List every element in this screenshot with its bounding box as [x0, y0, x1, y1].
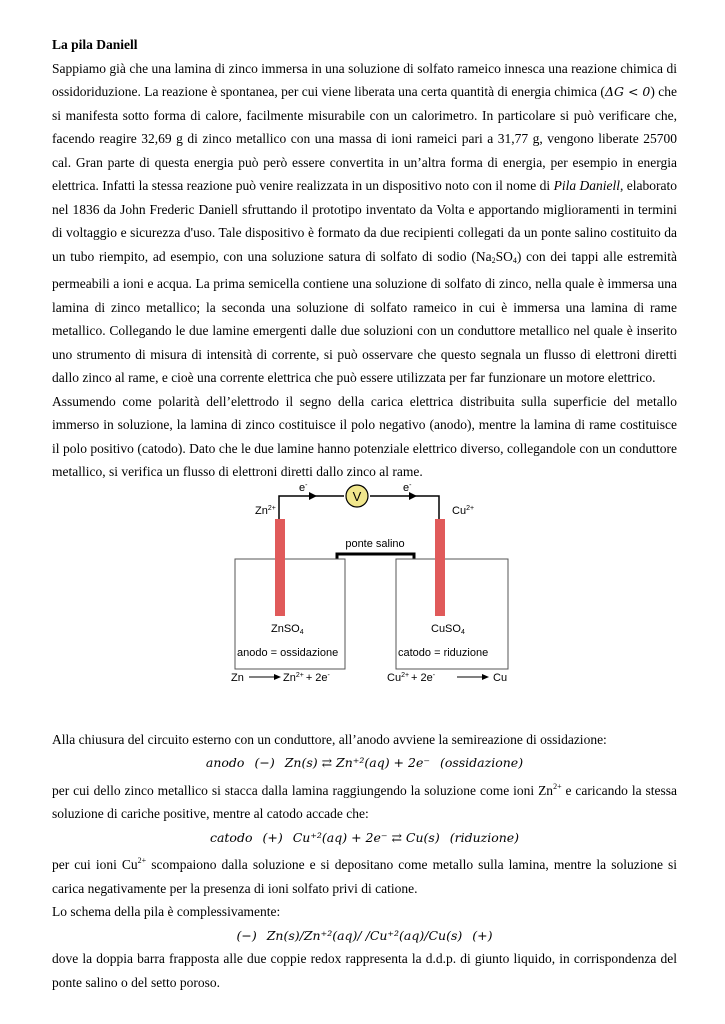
document-title: La pila Daniell	[52, 37, 138, 52]
copper-electrode	[435, 519, 445, 616]
zn-ion-label	[255, 505, 276, 517]
cuso4-label	[431, 623, 465, 636]
anode-product-sup: 2+	[295, 671, 304, 679]
para1-text-b: ) che si manifesta sotto forma di calore, facilmente misurabile con un calorimetro. In particolare si può verificare che, facendo reagire 32,69 g di zinco metallico con una massa di ioni rameici pari a 31,77 g, vengono liberate 25700 cal. Gran parte di questa energia può però essere convertita in un’altra forma di energia, per esempio in energia elettrica. Infatti la stessa reazione può venire realizzata in un dispositivo noto con il nome di	[52, 84, 677, 193]
paragraph-anode-intro: Alla chiusura del circuito esterno con un conduttore, all’anodo avviene la semireazione di ossidazione:	[52, 731, 607, 747]
so-subscript: 4	[512, 255, 517, 265]
cathode-eq-reaction: Cu⁺²(aq) + 2e⁻ ⇄ Cu(s)	[292, 829, 440, 845]
scheme-right-sign: (+)	[472, 927, 493, 943]
na-subscript: 2	[491, 255, 496, 265]
anode-e-sup: -	[327, 671, 330, 679]
anode-arrow-head	[274, 674, 281, 680]
cathode-eq-note: (riduzione)	[449, 829, 520, 845]
cuso4-sub: 4	[460, 628, 465, 636]
anode-eq-note: (ossidazione)	[439, 755, 524, 770]
cathode-reactant-text: Cu	[387, 671, 402, 684]
paragraph-conclusion: dove la doppia barra frapposta alle due coppie redox rappresenta la d.d.p. di giunto liquido, in corrispondenza del ponte salino o del setto poroso.	[52, 951, 677, 990]
anode-products	[283, 672, 331, 684]
para4-text-b: e caricando la stessa soluzione di cariche positive, mentre al catodo accade che:	[52, 782, 677, 821]
para5-text-a: per cui ioni Cu	[52, 857, 138, 872]
znso4-sub: 4	[299, 628, 304, 636]
document-page	[52, 33, 677, 994]
anode-equation	[52, 751, 677, 775]
zn-ion-sup: 2+	[267, 504, 276, 512]
para4-text-a: per cui dello zinco metallico si stacca dalla lamina raggiungendo la soluzione come ioni Zn	[52, 782, 554, 798]
circuit-wire-right	[370, 496, 439, 519]
delta-g-math: ΔG < 0	[604, 84, 651, 99]
cu-ion-label	[452, 505, 474, 517]
paragraph-scheme-intro: Lo schema della pila è complessivamente:	[52, 904, 281, 919]
znso4-label	[271, 623, 304, 636]
cu-ion-superscript: 2+	[137, 856, 147, 865]
cathode-arrow-head	[482, 674, 489, 680]
para1-text-c: , elaborato nel 1836 da John Frederic Daniell sfruttando il prototipo inventato da Volta e apportando miglioramenti in termini di voltaggio e sicurezza d'uso. Tale dispositivo è formato da due recipienti collegati da un ponte salino costituito da un tubo riempito, ad esempio, con una soluzione satura di solfato di sodio (Na	[52, 178, 677, 264]
cathode-eq-sign: (+)	[262, 829, 283, 845]
electron-label-left-sup: -	[305, 483, 308, 489]
znso4-text: ZnSO	[271, 622, 300, 635]
electron-flow-arrow-left	[309, 492, 317, 500]
salt-bridge-label: ponte salino	[345, 537, 405, 550]
cu-ion-text: Cu	[452, 504, 467, 517]
cathode-label: catodo = riduzione	[398, 646, 489, 659]
para1-text-e: ) con dei tappi alle estremità permeabili a ioni e acqua. La prima semicella contiene una soluzione di solfato di zinco, nella quale è immersa una lamina di zinco metallico; la seconda una soluzione di solfato rameico in cui è immersa una lamina di rame metallico. Collegando le due lamine emergenti dalle due soluzioni con un conduttore metallico nel quale è inserito uno strumento di misura di intensità di corrente, si può osservare che questo segnala un flusso di elettroni diretti dallo zinco al rame, e cioè una corrente elettrica che può essere utilizzata per far funzionare un motore elettrico.	[52, 248, 677, 385]
para5-text-b: scompaiono dalla soluzione e si depositano come metallo sulla lamina, mentre la soluzione si carica negativamente per la presenza di ioni solfato privi di catione.	[52, 857, 677, 896]
zn-ion-superscript: 2+	[553, 781, 562, 791]
paragraph-copper-ions	[52, 849, 677, 900]
cathode-plus-text: + 2e	[411, 671, 433, 684]
paragraph-intro	[52, 57, 677, 390]
anode-eq-reaction: Zn(s) ⇄ Zn⁺²(aq) + 2e⁻	[284, 755, 430, 770]
electron-label-right-text: e	[403, 483, 410, 494]
anode-product-text: Zn	[283, 671, 296, 684]
scheme-notation: Zn(s)/Zn⁺²(aq)/ /Cu⁺²(aq)/Cu(s)	[266, 927, 463, 943]
anode-reactant: Zn	[231, 671, 244, 684]
daniell-cell-diagram	[227, 484, 512, 728]
para1-text-a: Sappiamo già che una lamina di zinco immersa in una soluzione di solfato rameico innesca una reazione chimica di ossidoriduzione. La reazione è spontanea, per cui viene liberata una certa quantità di energia chimica (	[52, 60, 677, 99]
anode-eq-label: anodo	[205, 755, 245, 770]
anode-label: anodo = ossidazione	[237, 646, 339, 659]
cathode-reactants	[387, 672, 436, 684]
circuit-wire-left	[279, 496, 344, 519]
pila-daniell-italic: Pila Daniell	[553, 178, 620, 193]
zn-ion-text: Zn	[255, 504, 268, 517]
voltmeter-label: V	[352, 488, 362, 504]
cathode-product: Cu	[493, 671, 508, 684]
electron-label-right-sup: -	[409, 483, 412, 489]
cell-scheme-equation	[52, 924, 677, 948]
electron-label-right	[403, 484, 412, 494]
scheme-left-sign: (−)	[236, 927, 257, 943]
cathode-reactant-sup: 2+	[401, 671, 410, 679]
paragraph-polarity: Assumendo come polarità dell’elettrodo il segno della carica elettrica distribuita sulla superficie del metallo immerso in soluzione, la lamina di zinco costituisce il polo negativo (anodo), mentre la lamina di rame costituisce il polo positivo (catodo). Dato che le due lamine hanno potenziale elettrico diverso, collegandole con un conduttore metallico, si verifica un flusso di elettroni diretti dallo zinco al rame.	[52, 393, 677, 479]
cathode-equation	[52, 826, 677, 850]
cuso4-text: CuSO	[431, 622, 461, 635]
zinc-electrode	[275, 519, 285, 616]
paragraph-zinc-ions	[52, 775, 677, 826]
electron-flow-arrow-right	[409, 492, 417, 500]
cathode-eq-label: catodo	[209, 829, 253, 845]
anode-plus-text: + 2e	[305, 671, 328, 684]
daniell-cell-figure	[52, 484, 677, 728]
para1-text-d: SO	[495, 248, 513, 264]
anode-eq-sign: (−)	[254, 755, 275, 770]
electron-label-left	[299, 484, 308, 494]
cathode-e-sup: -	[432, 671, 436, 679]
cu-ion-sup: 2+	[466, 504, 475, 512]
electron-label-left-text: e	[299, 483, 306, 494]
